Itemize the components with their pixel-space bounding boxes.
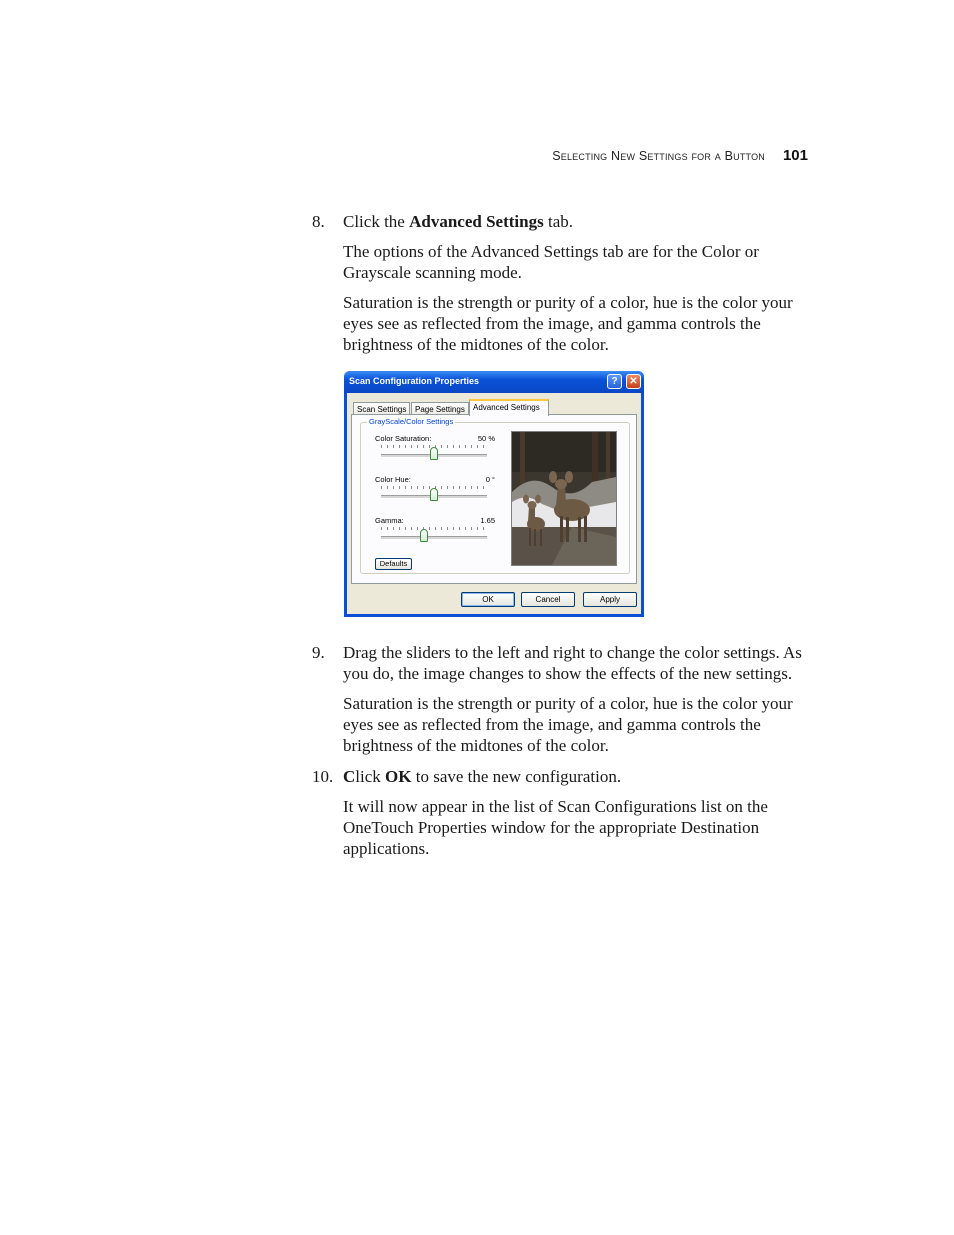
tab-page-settings[interactable]: Page Settings bbox=[411, 402, 469, 415]
step-8-paragraph-2: Saturation is the strength or purity of a color, hue is the color your eyes see as reflected from the image, and gamma controls the brightness of the midtones of the color. bbox=[343, 293, 793, 354]
hue-label: Color Hue: bbox=[375, 475, 411, 484]
header-title: Selecting New Settings for a Button bbox=[552, 149, 765, 163]
group-label: GrayScale/Color Settings bbox=[369, 417, 454, 426]
saturation-label: Color Saturation: bbox=[375, 434, 432, 443]
gamma-ticks bbox=[381, 527, 487, 530]
hue-value: 0 ° bbox=[485, 475, 495, 484]
step-text-prefix: Click the bbox=[343, 212, 410, 231]
step-text-bold: Advanced Settings bbox=[409, 212, 544, 231]
step-text-suffix: tab. bbox=[543, 212, 573, 231]
gamma-label: Gamma: bbox=[375, 516, 404, 525]
dialog-titlebar bbox=[344, 371, 644, 393]
gamma-slider-track[interactable] bbox=[381, 536, 487, 540]
step-text-bold-c: C bbox=[343, 767, 356, 786]
step-8-paragraph-1: The options of the Advanced Settings tab are for the Color or Grayscale scanning mode. bbox=[343, 242, 759, 282]
step-text bbox=[343, 211, 813, 232]
step-number: 8. bbox=[312, 212, 325, 231]
dialog-client-area bbox=[347, 393, 641, 614]
running-header bbox=[552, 147, 808, 164]
tab-advanced-settings[interactable]: Advanced Settings bbox=[469, 399, 549, 416]
step-number: 9. bbox=[312, 643, 325, 662]
step-text: Drag the sliders to the left and right to change the color settings. As you do, the image changes to show the effects of the new settings. bbox=[343, 643, 802, 683]
defaults-button[interactable]: Defaults bbox=[375, 558, 412, 570]
cancel-button[interactable]: Cancel bbox=[521, 592, 575, 607]
step-9-paragraph-1: Saturation is the strength or purity of a color, hue is the color your eyes see as reflected from the image, and gamma controls the brightness of the midtones of the color. bbox=[343, 694, 793, 755]
saturation-value: 50 % bbox=[477, 434, 495, 443]
hue-slider-thumb[interactable] bbox=[430, 488, 438, 501]
ok-button[interactable]: OK bbox=[461, 592, 515, 607]
step-text bbox=[343, 766, 813, 787]
step-number: 10. bbox=[312, 767, 334, 786]
page-number: 101 bbox=[782, 147, 808, 164]
step-10-paragraph-1: It will now appear in the list of Scan Configurations list on the OneTouch Properties window for the appropriate Destination applications. bbox=[343, 797, 768, 858]
step-text-bold-ok: OK bbox=[385, 767, 412, 786]
apply-button[interactable]: Apply bbox=[583, 592, 637, 607]
gamma-value: 1.65 bbox=[480, 516, 495, 525]
saturation-slider-thumb[interactable] bbox=[430, 447, 438, 460]
gamma-slider-thumb[interactable] bbox=[420, 529, 428, 542]
step-text-part2: to save the new configuration. bbox=[411, 767, 622, 786]
help-icon[interactable]: ? bbox=[607, 374, 622, 389]
scan-configuration-dialog bbox=[344, 371, 644, 617]
step-text-part1: lick bbox=[355, 767, 386, 786]
dialog-title: Scan Configuration Properties bbox=[349, 376, 480, 386]
grayscale-color-groupbox bbox=[360, 417, 630, 574]
preview-image bbox=[511, 431, 617, 566]
deer-photo-illustration bbox=[512, 432, 616, 565]
close-icon[interactable]: ✕ bbox=[626, 374, 641, 389]
tab-scan-settings[interactable]: Scan Settings bbox=[353, 402, 410, 415]
advanced-settings-panel bbox=[351, 414, 637, 584]
